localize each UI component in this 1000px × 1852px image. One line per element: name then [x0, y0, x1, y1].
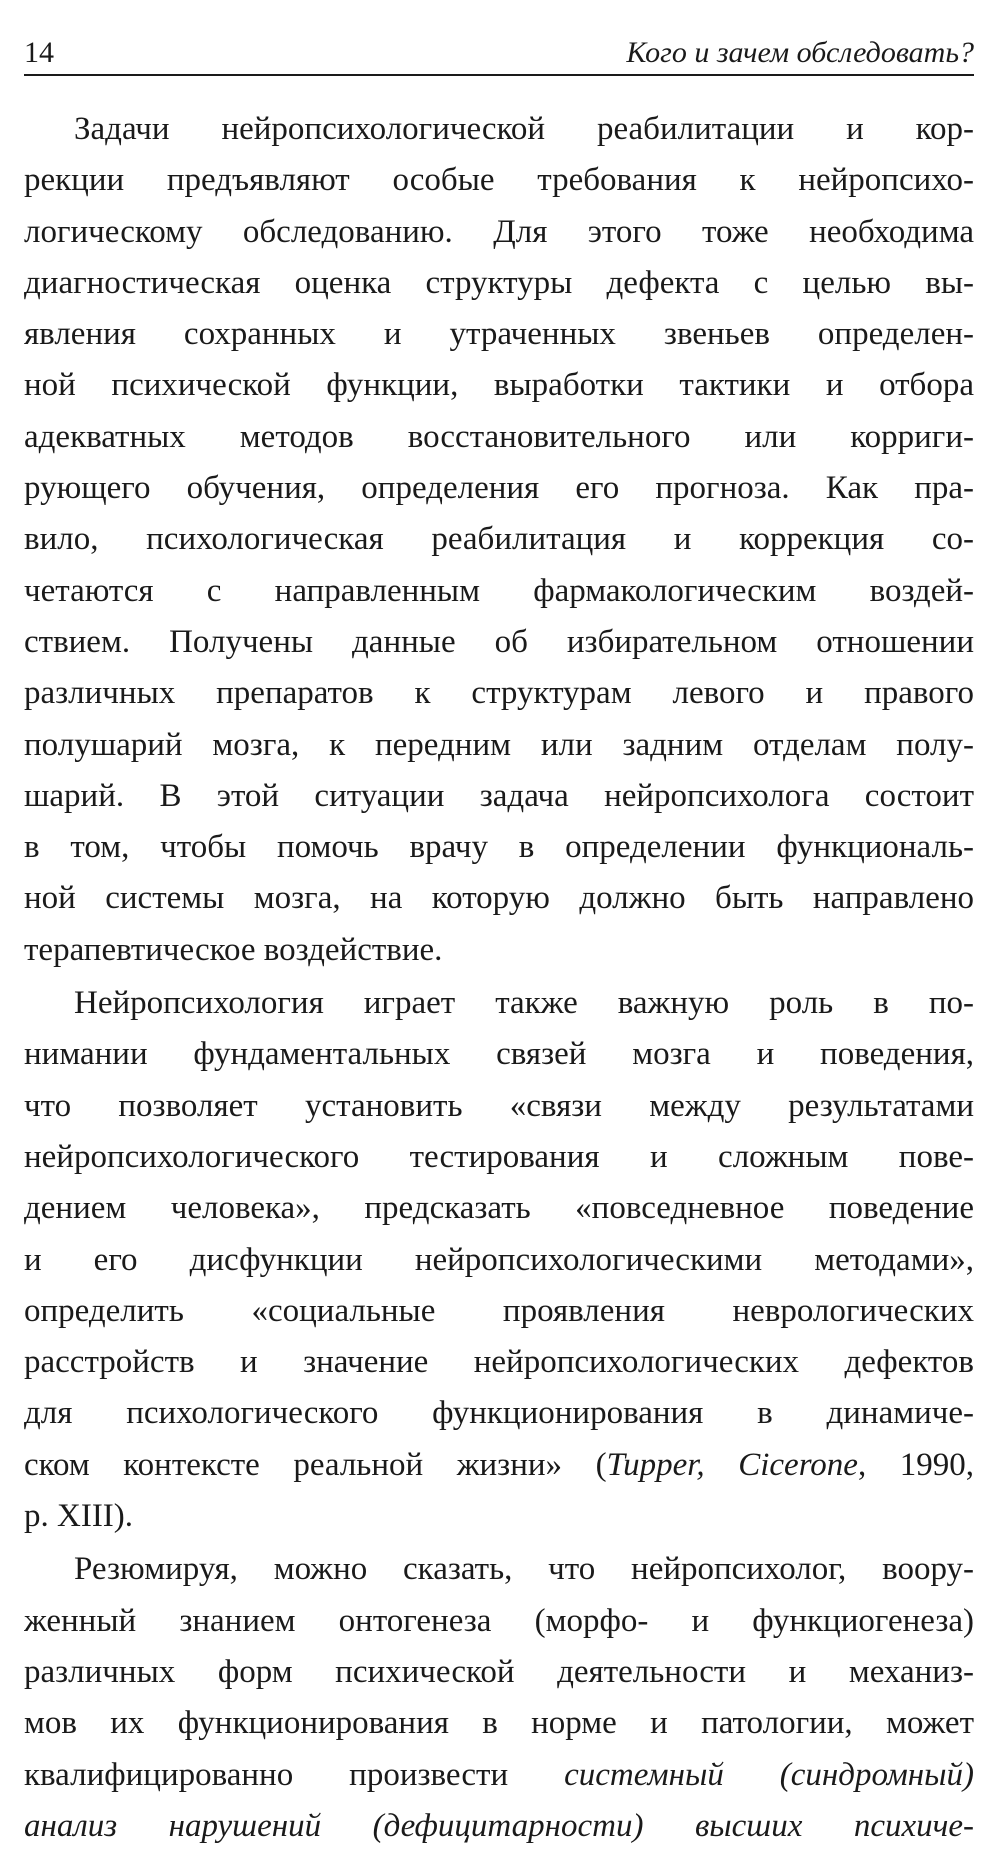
text-run: логическому обследованию. Для этого тоже необходима: [24, 213, 974, 250]
running-header: [24, 28, 974, 76]
text-line: [24, 1235, 974, 1286]
text-line: [24, 360, 974, 411]
book-page: [24, 0, 974, 1844]
text-line: [24, 207, 974, 258]
text-line: [24, 617, 974, 668]
paragraph: [24, 104, 974, 976]
text-run: Задачи нейропсихологической реабилитации и кор-: [74, 111, 974, 147]
text-run: ной психической функции, выработки тактики и отбора: [24, 367, 974, 404]
text-line: [24, 1750, 974, 1801]
text-run: и его дисфункции нейропсихологическими методами»,: [24, 1241, 974, 1278]
text-line: [24, 514, 974, 565]
text-run: женный знанием онтогенеза (морфо- и функциогенеза): [24, 1602, 974, 1639]
text-line: [24, 1647, 974, 1698]
text-run: p. XIII).: [24, 1498, 134, 1535]
text-run: нейропсихологического тестирования и сложным пове-: [24, 1138, 974, 1175]
text-run: для психологического функционирования в динамиче-: [24, 1395, 974, 1432]
text-run: рующего обучения, определения его прогноза. Как пра-: [24, 470, 974, 507]
text-line: [24, 412, 974, 463]
text-line: [24, 1029, 974, 1080]
text-run: различных препаратов к структурам левого и правого: [24, 675, 974, 712]
text-run: вило, психологическая реабилитация и коррекция со-: [24, 521, 974, 558]
text-line: [24, 104, 974, 155]
text-run: в том, чтобы помочь врачу в определении функциональ-: [24, 829, 974, 866]
italic-text: системный (синдромный): [564, 1756, 974, 1793]
text-run: ском контексте реальной жизни» (: [24, 1446, 607, 1483]
text-line: [24, 925, 974, 976]
text-run: Резюмируя, можно сказать, что нейропсихолог, воору-: [74, 1551, 974, 1588]
text-run: рекции предъявляют особые требования к нейропсихо-: [24, 162, 974, 199]
text-line: [24, 771, 974, 822]
paragraph: [24, 978, 974, 1542]
page-number: 14: [24, 36, 54, 69]
text-run: нимании фундаментальных связей мозга и поведения,: [24, 1036, 974, 1073]
text-line: [24, 1132, 974, 1183]
text-run: Нейропсихология играет также важную роль в по-: [74, 985, 974, 1022]
text-run: расстройств и значение нейропсихологических дефектов: [24, 1344, 974, 1381]
text-line: [24, 1698, 974, 1749]
text-run: мов их функционирования в норме и патологии, может: [24, 1705, 974, 1742]
text-run: адекватных методов восстановительного или корриги-: [24, 418, 974, 455]
text-line: [24, 978, 974, 1029]
text-line: [24, 668, 974, 719]
text-line: [24, 463, 974, 514]
text-line: [24, 155, 974, 206]
text-line: [24, 309, 974, 360]
text-run: полушарий мозга, к передним или задним отделам полу-: [24, 726, 974, 763]
text-run: ной системы мозга, на которую должно быть направлено: [24, 880, 974, 917]
text-run: различных форм психической деятельности и механиз-: [24, 1653, 974, 1690]
text-line: [24, 1388, 974, 1439]
text-run: квалифицированно произвести: [24, 1756, 565, 1793]
text-run: , 1990,: [857, 1446, 974, 1483]
italic-text: анализ нарушений (дефицитарности) высших психиче-: [24, 1807, 974, 1844]
text-run: диагностическая оценка структуры дефекта с целью вы-: [24, 264, 974, 301]
text-line: [24, 258, 974, 309]
paragraph: [24, 1544, 974, 1852]
text-run: четаются с направленным фармакологическим воздей-: [24, 572, 974, 609]
text-line: [24, 822, 974, 873]
text-line: [24, 1596, 974, 1647]
text-run: ствием. Получены данные об избирательном отношении: [24, 623, 974, 660]
text-line: [24, 1183, 974, 1234]
text-line: [24, 566, 974, 617]
running-title: Кого и зачем обследовать?: [626, 36, 974, 69]
text-line: [24, 1440, 974, 1491]
text-line: [24, 1491, 974, 1542]
text-line: [24, 1081, 974, 1132]
italic-text: Tupper, Cicerone: [606, 1446, 858, 1483]
text-run: терапевтическое воздействие.: [24, 931, 443, 968]
text-line: [24, 1801, 974, 1852]
text-run: дением человека», предсказать «повседневное поведение: [24, 1190, 974, 1227]
text-line: [24, 720, 974, 771]
text-run: явления сохранных и утраченных звеньев определен-: [24, 316, 974, 353]
text-run: что позволяет установить «связи между результатами: [24, 1087, 974, 1124]
text-line: [24, 873, 974, 924]
text-run: шарий. В этой ситуации задача нейропсихолога состоит: [24, 777, 974, 814]
text-line: [24, 1544, 974, 1595]
body-text: [24, 104, 974, 1852]
text-run: определить «социальные проявления неврологических: [24, 1292, 974, 1329]
text-line: [24, 1337, 974, 1388]
text-line: [24, 1286, 974, 1337]
